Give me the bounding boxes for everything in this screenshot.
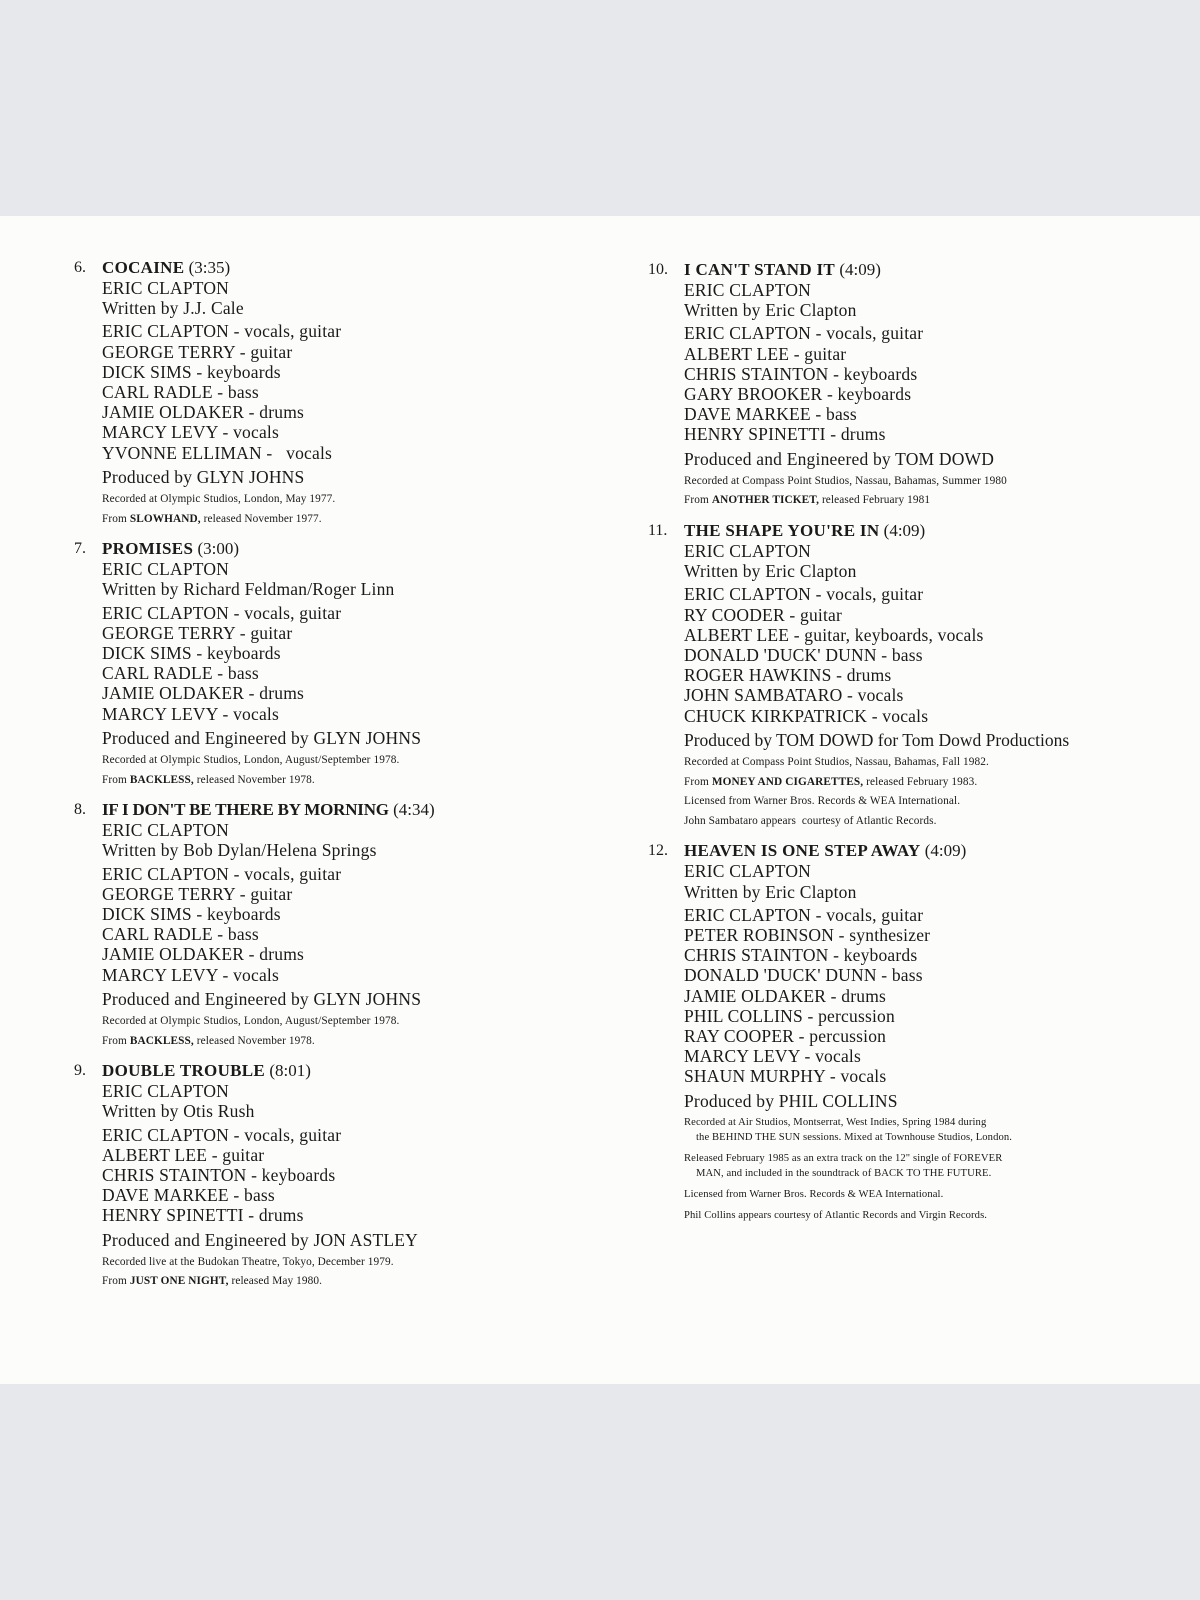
track-notes (102, 1253, 594, 1292)
track-duration: (4:09) (924, 841, 967, 861)
track-11 (648, 521, 1178, 831)
personnel-item: CHRIS STAINTON - keyboards (684, 945, 918, 966)
track-producer: Produced and Engineered by JON ASTLEY (102, 1229, 419, 1250)
personnel-item: JAMIE OLDAKER - drums (102, 683, 305, 704)
track-title: DOUBLE TROUBLE (102, 1061, 266, 1081)
personnel-item: MARCY LEVY - vocals (102, 422, 279, 443)
album-note-suffix: released May 1980. (231, 1275, 323, 1288)
personnel-item: ERIC CLAPTON - vocals, guitar (684, 584, 924, 605)
personnel-item: RY COODER - guitar (684, 604, 843, 625)
track-number: 11. (648, 522, 668, 540)
album-note-suffix: released November 1978. (196, 1034, 315, 1047)
track-artist: ERIC CLAPTON (684, 861, 812, 882)
recording-note: Recorded at Air Studios, Montserrat, West Indies, Spring 1984 during (684, 1116, 987, 1128)
personnel-item: CHRIS STAINTON - keyboards (684, 363, 918, 384)
track-duration: (3:35) (188, 258, 231, 277)
personnel-item: HENRY SPINETTI - drums (684, 424, 886, 445)
track-number: 10. (648, 261, 668, 278)
release-note: Released February 1985 as an extra track on the 12" single of FOREVER (684, 1152, 1003, 1164)
track-notes (684, 753, 1178, 831)
track-title: COCAINE (102, 258, 185, 277)
track-title: THE SHAPE YOU'RE IN (684, 521, 880, 541)
track-7 (74, 539, 594, 790)
personnel-item: JAMIE OLDAKER - drums (102, 402, 305, 423)
personnel-item: DAVE MARKEE - bass (684, 404, 857, 425)
album-note (102, 1272, 594, 1292)
album-note (102, 771, 594, 791)
track-notes (684, 1115, 1178, 1223)
track-heading (684, 521, 1178, 541)
track-12 (648, 841, 1178, 1222)
personnel-list (102, 1125, 594, 1226)
personnel-item: DONALD 'DUCK' DUNN - bass (684, 965, 923, 986)
track-artist: ERIC CLAPTON (102, 1081, 230, 1102)
personnel-item: ERIC CLAPTON - vocals, guitar (684, 904, 924, 925)
personnel-item: DICK SIMS - keyboards (102, 904, 281, 925)
album-note (684, 773, 1178, 793)
recording-note: Recorded at Compass Point Studios, Nassau, Bahamas, Summer 1980 (684, 474, 1007, 487)
track-writer: Written by J.J. Cale (102, 298, 244, 319)
track-writer: Written by Eric Clapton (684, 300, 857, 321)
track-heading (102, 258, 594, 278)
personnel-item: CARL RADLE - bass (102, 663, 259, 684)
album-name: BACKLESS, (129, 773, 194, 786)
album-note (684, 491, 1178, 511)
personnel-list (684, 323, 1178, 444)
personnel-item: ALBERT LEE - guitar (102, 1144, 265, 1165)
personnel-list (684, 584, 1178, 725)
track-notes (102, 751, 594, 790)
track-duration: (8:01) (269, 1061, 311, 1081)
liner-notes-page (0, 216, 1200, 1384)
album-note (102, 1032, 594, 1052)
personnel-list (684, 905, 1178, 1087)
track-writer: Written by Otis Rush (102, 1101, 255, 1122)
track-heading (102, 800, 594, 820)
personnel-item: DAVE MARKEE - bass (102, 1185, 275, 1206)
personnel-item: GARY BROOKER - keyboards (684, 384, 912, 405)
album-note-suffix: released February 1983. (866, 775, 978, 788)
track-number: 6. (74, 259, 86, 276)
personnel-item: DICK SIMS - keyboards (102, 361, 281, 382)
personnel-item: RAY COOPER - percussion (684, 1026, 887, 1047)
album-note-prefix: From (102, 773, 127, 786)
personnel-list (102, 864, 594, 985)
recording-note: Recorded at Olympic Studios, London, August/September 1978. (102, 1015, 400, 1028)
personnel-item: ROGER HAWKINS - drums (684, 665, 892, 686)
album-note-suffix: released February 1981 (821, 494, 931, 507)
personnel-item: JAMIE OLDAKER - drums (102, 944, 305, 965)
album-name: BACKLESS, (129, 1034, 194, 1047)
track-artist: ERIC CLAPTON (684, 280, 812, 300)
personnel-item: SHAUN MURPHY - vocals (684, 1066, 887, 1087)
track-title: IF I DON'T BE THERE BY MORNING (102, 800, 389, 820)
personnel-item: PHIL COLLINS - percussion (684, 1005, 895, 1026)
track-producer: Produced by TOM DOWD for Tom Dowd Productions (684, 729, 1070, 750)
recording-note: Recorded at Olympic Studios, London, May 1977. (102, 493, 336, 506)
personnel-item: GEORGE TERRY - guitar (102, 883, 293, 904)
personnel-item: CHUCK KIRKPATRICK - vocals (684, 705, 929, 726)
personnel-item: PETER ROBINSON - synthesizer (684, 925, 931, 946)
recording-note-continued: the BEHIND THE SUN sessions. Mixed at Townhouse Studios, London. (696, 1131, 1013, 1143)
track-number: 7. (74, 540, 86, 558)
courtesy-note: Phil Collins appears courtesy of Atlantic Records and Virgin Records. (684, 1209, 988, 1221)
album-name: SLOWHAND, (129, 512, 201, 525)
album-note (102, 510, 594, 530)
personnel-item: ALBERT LEE - guitar, keyboards, vocals (684, 624, 984, 645)
track-producer: Produced and Engineered by GLYN JOHNS (102, 988, 422, 1009)
right-column (648, 260, 1178, 1233)
personnel-item: ERIC CLAPTON - vocals, guitar (102, 1124, 342, 1145)
track-8 (74, 800, 594, 1051)
track-producer: Produced by GLYN JOHNS (102, 466, 305, 487)
personnel-item: HENRY SPINETTI - drums (102, 1205, 304, 1226)
track-artist: ERIC CLAPTON (684, 541, 812, 562)
album-name: JUST ONE NIGHT, (129, 1275, 229, 1288)
release-note-continued: MAN, and included in the soundtrack of BACK TO THE FUTURE. (696, 1167, 992, 1179)
track-producer: Produced and Engineered by GLYN JOHNS (102, 727, 422, 748)
track-number: 9. (74, 1062, 86, 1080)
recording-note: Recorded at Compass Point Studios, Nassau, Bahamas, Fall 1982. (684, 756, 989, 769)
track-number: 12. (648, 842, 668, 860)
album-note-prefix: From (102, 512, 127, 525)
personnel-item: ERIC CLAPTON - vocals, guitar (102, 321, 342, 342)
track-producer: Produced and Engineered by TOM DOWD (684, 448, 995, 469)
left-column (74, 258, 594, 1302)
personnel-item: GEORGE TERRY - guitar (102, 341, 293, 362)
track-heading (102, 539, 594, 559)
track-title: I CAN'T STAND IT (684, 260, 836, 279)
personnel-item: CARL RADLE - bass (102, 382, 259, 403)
personnel-item: CHRIS STAINTON - keyboards (102, 1165, 336, 1186)
personnel-item: MARCY LEVY - vocals (102, 964, 279, 985)
personnel-item: ERIC CLAPTON - vocals, guitar (102, 602, 342, 623)
track-artist: ERIC CLAPTON (102, 820, 230, 841)
track-duration: (4:09) (839, 260, 881, 279)
track-number: 8. (74, 801, 86, 819)
track-title: HEAVEN IS ONE STEP AWAY (684, 841, 921, 861)
track-artist: ERIC CLAPTON (102, 559, 230, 580)
track-duration: (3:00) (197, 539, 239, 559)
personnel-list (102, 321, 594, 462)
personnel-item: GEORGE TERRY - guitar (102, 622, 293, 643)
album-note-prefix: From (684, 775, 709, 788)
album-name: MONEY AND CIGARETTES, (711, 775, 864, 788)
track-notes (102, 490, 594, 529)
license-note: Licensed from Warner Bros. Records & WEA International. (684, 1188, 944, 1200)
personnel-list (102, 603, 594, 724)
personnel-item: JOHN SAMBATARO - vocals (684, 685, 904, 706)
track-writer: Written by Richard Feldman/Roger Linn (102, 579, 395, 600)
track-heading (684, 841, 1178, 861)
track-heading (102, 1061, 594, 1081)
personnel-item: DONALD 'DUCK' DUNN - bass (684, 645, 923, 666)
personnel-item: JAMIE OLDAKER - drums (684, 985, 887, 1006)
track-heading (684, 260, 1178, 280)
track-producer: Produced by PHIL COLLINS (684, 1090, 898, 1111)
courtesy-note: John Sambataro appears courtesy of Atlantic Records. (684, 814, 937, 827)
personnel-item: ALBERT LEE - guitar (684, 343, 847, 364)
album-note-prefix: From (684, 494, 709, 507)
track-writer: Written by Eric Clapton (684, 561, 857, 582)
personnel-item: ERIC CLAPTON - vocals, guitar (102, 863, 342, 884)
track-10 (648, 260, 1178, 511)
track-duration: (4:34) (393, 800, 435, 820)
personnel-item: DICK SIMS - keyboards (102, 643, 281, 664)
license-note: Licensed from Warner Bros. Records & WEA International. (684, 795, 961, 808)
album-note-suffix: released November 1977. (203, 512, 322, 525)
track-notes (102, 1012, 594, 1051)
personnel-item: CARL RADLE - bass (102, 924, 259, 945)
track-notes (684, 472, 1178, 511)
album-name: ANOTHER TICKET, (711, 494, 819, 507)
track-6 (74, 258, 594, 529)
track-writer: Written by Eric Clapton (684, 881, 857, 902)
album-note-suffix: released November 1978. (196, 773, 315, 786)
album-note-prefix: From (102, 1034, 127, 1047)
personnel-item: MARCY LEVY - vocals (102, 703, 279, 724)
track-duration: (4:09) (883, 521, 926, 541)
track-writer: Written by Bob Dylan/Helena Springs (102, 840, 377, 861)
recording-note: Recorded at Olympic Studios, London, August/September 1978. (102, 754, 400, 767)
track-artist: ERIC CLAPTON (102, 278, 230, 298)
recording-note: Recorded live at the Budokan Theatre, Tokyo, December 1979. (102, 1255, 394, 1268)
album-note-prefix: From (102, 1275, 127, 1288)
personnel-item: MARCY LEVY - vocals (684, 1046, 861, 1067)
personnel-item: ERIC CLAPTON - vocals, guitar (684, 323, 924, 344)
personnel-item: YVONNE ELLIMAN - vocals (102, 442, 333, 463)
track-title: PROMISES (102, 539, 194, 559)
track-9 (74, 1061, 594, 1292)
